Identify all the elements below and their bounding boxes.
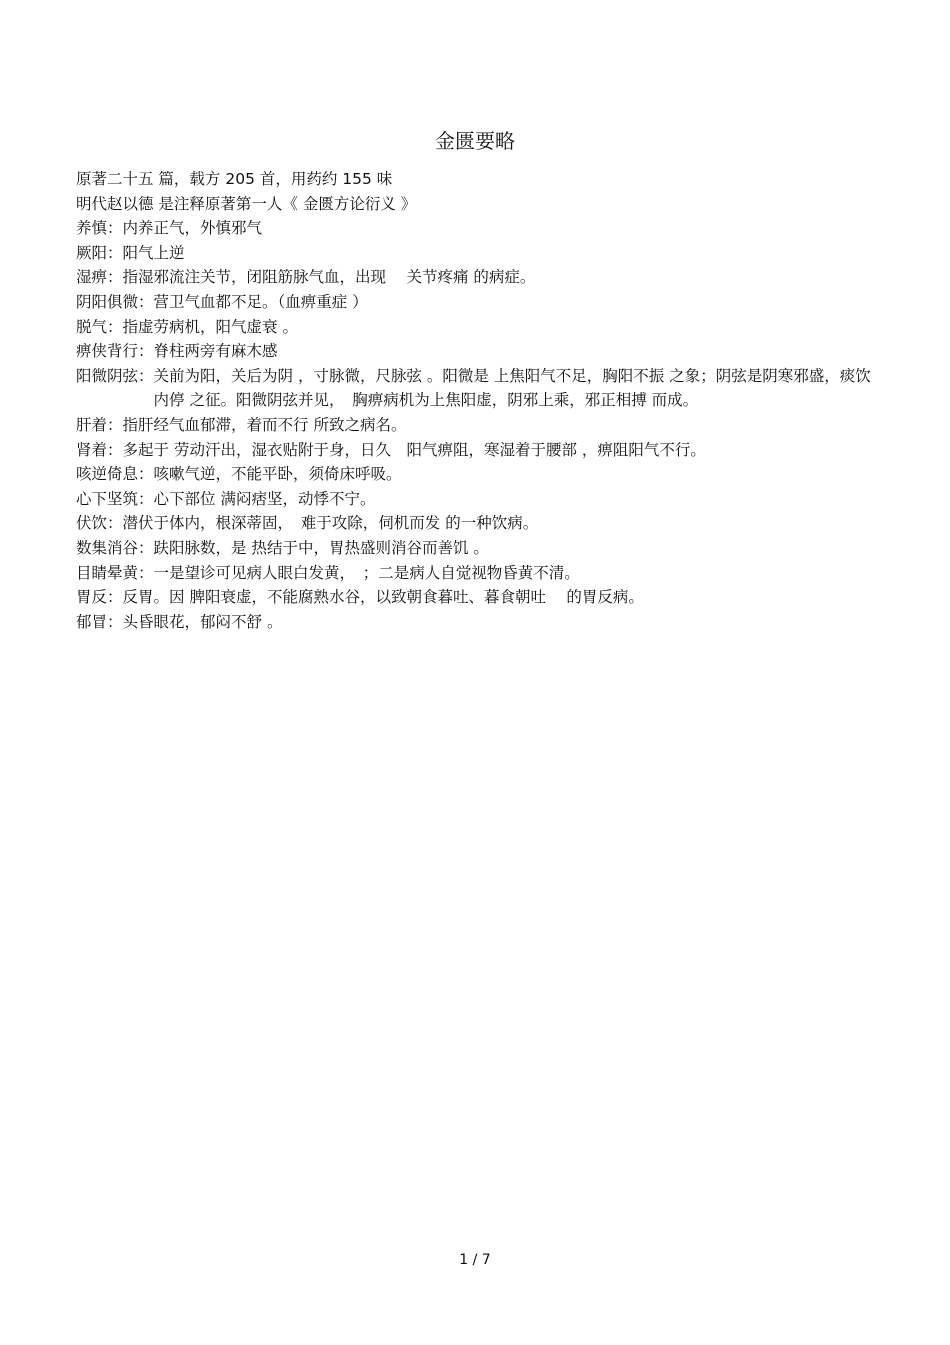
entry-definition: 指虚劳病机，阳气虚衰 。: [122, 317, 298, 336]
glossary-entry: [76, 536, 886, 561]
entry-term: 胃反：: [76, 588, 123, 607]
glossary-entry: [76, 315, 886, 340]
glossary-entry: [76, 610, 886, 635]
entry-definition: 脊柱两旁有麻木感: [153, 342, 278, 361]
entry-term: 阳微阴弦：: [76, 366, 154, 385]
entry-term: 养慎：: [76, 219, 123, 238]
entry-term: 湿痹：: [76, 268, 123, 287]
entry-definition: 趺阳脉数，是 热结于中，胃热盛则消谷而善饥 。: [153, 538, 489, 557]
entry-term: 心下坚筑：: [76, 489, 154, 508]
page-number: 1 / 7: [459, 1252, 491, 1268]
entry-definition: 内养正气，外慎邪气: [122, 219, 263, 238]
entry-definition: 头昏眼花，郁闷不舒 。: [122, 612, 283, 631]
entry-definition: 指肝经气血郁滞，着而不行 所致之病名。: [122, 415, 407, 434]
page-title: 金匮要略: [435, 129, 515, 153]
glossary-entry: [76, 438, 886, 463]
glossary-entry: [76, 265, 886, 290]
entry-term: 厥阳：: [76, 243, 123, 262]
entry-definition: 阳气上逆: [122, 243, 185, 262]
entry-term: 伏饮：: [76, 514, 123, 533]
entry-definition: 一是望诊可见病人眼白发黄， ；二是病人自觉视物昏黄不清。: [153, 563, 580, 582]
glossary-entry: [76, 413, 886, 438]
entry-term: 目睛晕黄：: [76, 563, 154, 582]
entry-definition: 营卫气血都不足。（血痹重症 ）: [153, 292, 368, 311]
entry-definition: 多起于 劳动汗出，湿衣贴附于身，日久 阳气痹阻，寒湿着于腰部 ，痹阻阳气不行。: [122, 440, 706, 459]
entry-definition: 咳嗽气逆，不能平卧，须倚床呼吸。: [153, 465, 402, 484]
entry-term: 数集消谷：: [76, 538, 154, 557]
entry-term: 脱气：: [76, 317, 123, 336]
entry-term: 肝着：: [76, 415, 123, 434]
glossary-entry: [76, 216, 886, 241]
entry-definition: 心下部位 满闷痞坚，动悸不宁。: [153, 489, 376, 508]
entry-term: 咳逆倚息：: [76, 465, 154, 484]
entry-definition: 潜伏于体内，根深蒂固， 难于攻除，伺机而发 的一种饮病。: [122, 514, 539, 533]
glossary-entry: [76, 290, 886, 315]
document-body: [76, 167, 886, 634]
entry-term: 肾着：: [76, 440, 123, 459]
glossary-entry: [76, 511, 886, 536]
glossary-entry: [76, 364, 886, 413]
glossary-entry: [76, 462, 886, 487]
entry-term: 郁冒：: [76, 612, 123, 631]
glossary-entry: [76, 585, 886, 610]
entry-definition: 关前为阳，关后为阴 ，寸脉微，尺脉弦 。阳微是 上焦阳气不足，胸阳不振 之象；阴弦是阴寒邪盛，痰饮内停 之征。阳微阴弦并见， 胸痹病机为上焦阳虚，阴邪上乘，邪正相搏 而成。: [153, 366, 871, 410]
glossary-entry: [76, 241, 886, 266]
glossary-entry: [76, 561, 886, 586]
glossary-entry: [76, 339, 886, 364]
entry-definition: 反胃。因 脾阳衰虚，不能腐熟水谷，以致朝食暮吐、暮食朝吐 的胃反病。: [122, 588, 644, 607]
intro-line: 原著二十五 篇，载方 205 首，用药约 155 味: [76, 170, 393, 188]
entry-definition: 指湿邪流注关节，闭阻筋脉气血，出现 关节疼痛 的病症。: [122, 268, 536, 287]
intro-line: 明代赵以德 是注释原著第一人《 金匮方论衍义 》: [76, 194, 417, 213]
entry-term: 阴阳俱微：: [76, 292, 154, 311]
glossary-entry: [76, 487, 886, 512]
entry-term: 痹侠背行：: [76, 342, 154, 361]
